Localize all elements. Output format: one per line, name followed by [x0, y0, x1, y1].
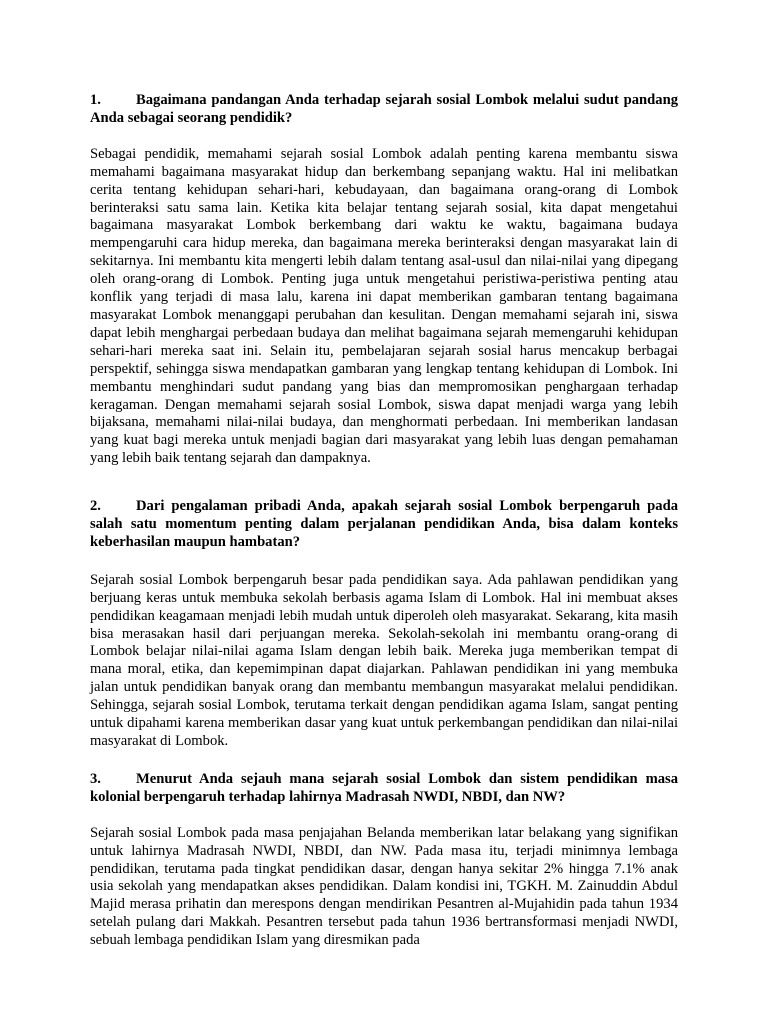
question-number: 3. — [90, 770, 101, 787]
question-number: 2. — [90, 498, 101, 515]
question-2 — [90, 498, 678, 552]
answer-2: Sejarah sosial Lombok berpengaruh besar pada pendidikan saya. Ada pahlawan pendidikan yang berjuang keras untuk membuka sekolah berbasis agama Islam di Lombok. Hal ini membuat akses pendidikan keagamaan menjadi lebih mudah untuk diperoleh oleh masyarakat. Sekarang, kita masih bisa merasakan hasil dari perjuangan mereka. Sekolah-sekolah ini membantu orang-orang di Lombok belajar nilai-nilai agama Islam dengan lebih baik. Mereka juga memberikan tempat di mana moral, etika, dan kepemimpinan dapat diajarkan. Pahlawan pendidikan ini yang membuka jalan untuk pendidikan banyak orang dan membantu membangun masyarakat melalui pendidikan. Sehingga, sejarah sosial Lombok, terutama terkait dengan pendidikan agama Islam, sangat penting untuk dipahami karena memberikan dasar yang kuat untuk perkembangan pendidikan dan nilai-nilai masyarakat di Lombok. — [90, 571, 678, 749]
answer-3: Sejarah sosial Lombok pada masa penjajahan Belanda memberikan latar belakang yang signifikan untuk lahirnya Madrasah NWDI, NBDI, dan NW. Pada masa itu, terjadi minimnya lembaga pendidikan, terutama pada tingkat pendidikan dasar, dengan hanya sekitar 2% hingga 7.1% anak usia sekolah yang mendapatkan akses pendidikan. Dalam kondisi ini, TGKH. M. Zainuddin Abdul Majid merasa prihatin dan merespons dengan mendirikan Pesantren al-Mujahidin pada tahun 1934 setelah pulang dari Makkah. Pesantren tersebut pada tahun 1936 bertransformasi menjadi NWDI, sebuah lembaga pendidikan Islam yang diresmikan pada — [90, 824, 678, 949]
question-3 — [90, 771, 678, 807]
question-text: Dari pengalaman pribadi Anda, apakah sejarah sosial Lombok berpengaruh pada salah satu momentum penting dalam perjalanan pendidikan Anda, bisa dalam konteks keberhasilan maupun hambatan? — [90, 498, 678, 550]
question-number: 1. — [90, 92, 101, 108]
document-page — [90, 92, 678, 950]
question-1 — [90, 92, 678, 128]
question-text: Menurut Anda sejauh mana sejarah sosial Lombok dan sistem pendidikan masa kolonial berpengaruh terhadap lahirnya Madrasah NWDI, NBDI, dan NW? — [90, 770, 678, 805]
question-text: Bagaimana pandangan Anda terhadap sejarah sosial Lombok melalui sudut pandang Anda sebagai seorang pendidik? — [90, 92, 678, 126]
answer-1: Sebagai pendidik, memahami sejarah sosial Lombok adalah penting karena membantu siswa memahami bagaimana masyarakat hidup dan berkembang sepanjang waktu. Hal ini melibatkan cerita tentang kehidupan sehari-hari, kebudayaan, dan bagaimana orang-orang di Lombok berinteraksi satu sama lain. Ketika kita belajar tentang sejarah sosial, kita dapat mengetahui bagaimana masyarakat Lombok berkembang dari waktu ke waktu, bagaimana budaya mempengaruhi cara hidup mereka, dan bagaimana mereka berinteraksi dengan masyarakat lain di sekitarnya. Ini membantu kita mengerti lebih dalam tentang asal-usul dan nilai-nilai yang dipegang oleh orang-orang di Lombok. Penting juga untuk mengetahui peristiwa-peristiwa penting atau konflik yang terjadi di masa lalu, karena ini dapat memberikan gambaran tentang bagaimana masyarakat Lombok menanggapi perubahan dan kesulitan. Dengan memahami sejarah ini, siswa dapat lebih menghargai perbedaan budaya dan melihat bagaimana sejarah memengaruhi kehidupan sehari-hari mereka saat ini. Selain itu, pembelajaran sejarah sosial harus mencakup berbagai perspektif, sehingga siswa mendapatkan gambaran yang lengkap tentang kehidupan di Lombok. Ini membantu menghindari sudut pandang yang bias dan mempromosikan penghargaan terhadap keragaman. Dengan memahami sejarah sosial Lombok, siswa dapat menjadi warga yang lebih bijaksana, memahami nilai-nilai budaya, dan menghormati perbedaan. Ini memberikan landasan yang kuat bagi mereka untuk menjadi bagian dari masyarakat yang lebih luas dengan pemahaman yang lebih baik tentang sejarah dan dampaknya. — [90, 145, 678, 467]
